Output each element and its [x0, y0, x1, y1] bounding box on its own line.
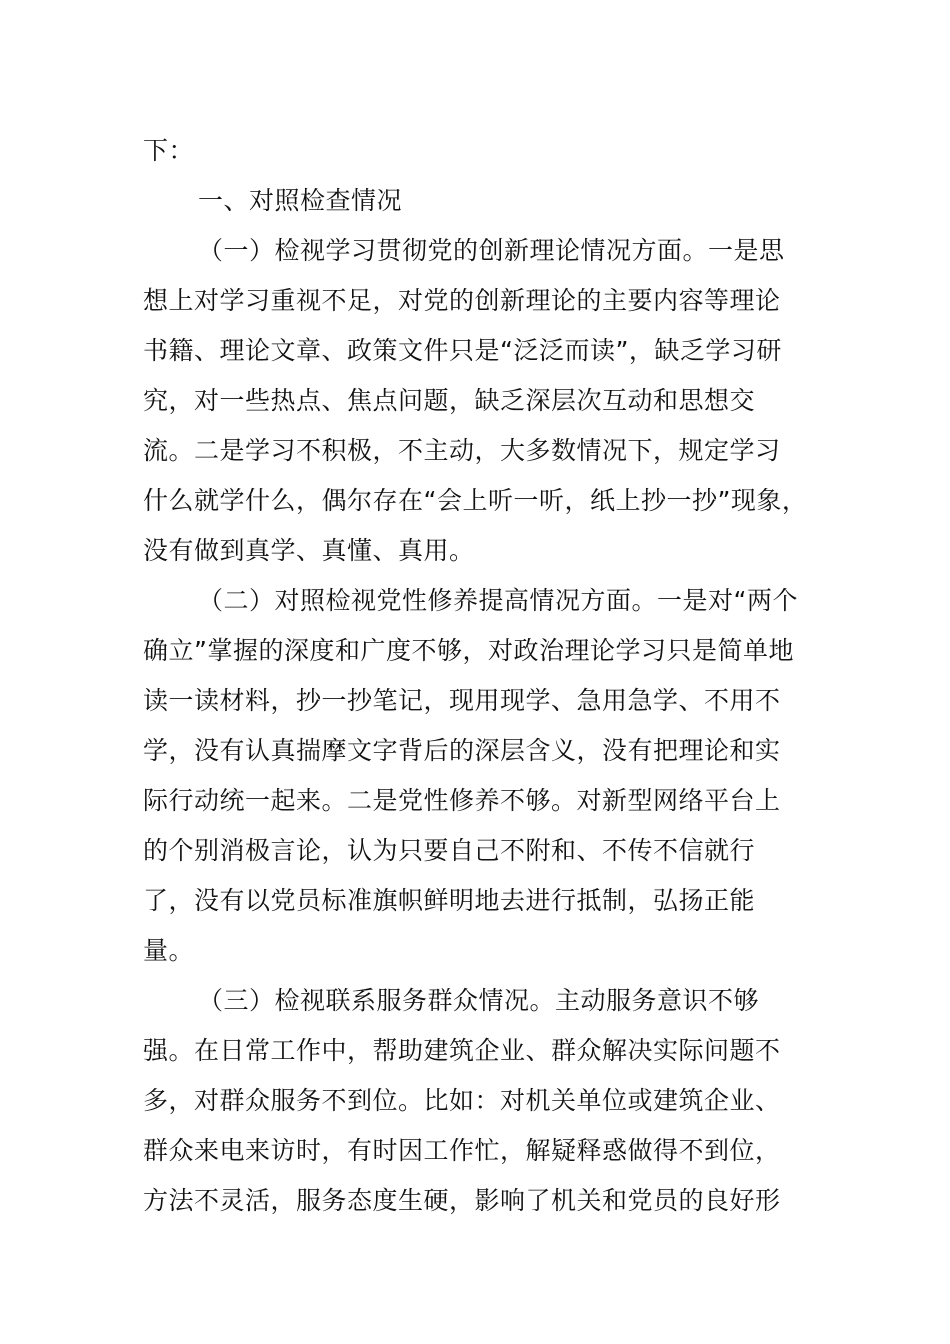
intro-fragment: 下： [143, 136, 195, 165]
paragraph-line: 群众来电来访时，有时因工作忙，解疑释惑做得不到位， [143, 1136, 781, 1165]
paragraph-line: 想上对学习重视不足，对党的创新理论的主要内容等理论 [143, 286, 781, 315]
paragraph-1 [143, 226, 808, 576]
paragraph-line: （三）检视联系服务群众情况。主动服务意识不够 [198, 986, 760, 1015]
paragraph-line: （二）对照检视党性修养提高情况方面。一是对“两个 [198, 586, 798, 615]
paragraph-2 [143, 576, 808, 976]
paragraph-3 [143, 976, 808, 1226]
paragraph-line: 量。 [143, 936, 195, 965]
paragraph-line: 什么就学什么，偶尔存在“会上听一听，纸上抄一抄”现象， [143, 486, 808, 515]
paragraph-line: 学，没有认真揣摩文字背后的深层含义，没有把理论和实 [143, 736, 781, 765]
paragraph-line: 确立”掌握的深度和广度不够，对政治理论学习只是简单地 [143, 636, 794, 665]
paragraph-line: 多，对群众服务不到位。比如：对机关单位或建筑企业、 [143, 1086, 781, 1115]
paragraph-line: 没有做到真学、真懂、真用。 [143, 536, 475, 565]
paragraph-line: 书籍、理论文章、政策文件只是“泛泛而读”，缺乏学习研 [143, 336, 782, 365]
paragraph-line: 读一读材料，抄一抄笔记，现用现学、急用急学、不用不 [143, 686, 781, 715]
section-heading: 一、对照检查情况 [198, 186, 403, 215]
paragraph-line: 强。在日常工作中，帮助建筑企业、群众解决实际问题不 [143, 1036, 781, 1065]
paragraph-line: （一）检视学习贯彻党的创新理论情况方面。一是思 [198, 236, 785, 265]
paragraph-line: 究，对一些热点、焦点问题，缺乏深层次互动和思想交 [143, 386, 756, 415]
paragraph-line: 际行动统一起来。二是党性修养不够。对新型网络平台上 [143, 786, 781, 815]
paragraph-line: 方法不灵活，服务态度生硬，影响了机关和党员的良好形 [143, 1186, 781, 1215]
paragraph-line: 的个别消极言论，认为只要自己不附和、不传不信就行 [143, 836, 756, 865]
paragraph-line: 流。二是学习不积极，不主动，大多数情况下，规定学习 [143, 436, 781, 465]
paragraph-line: 了，没有以党员标准旗帜鲜明地去进行抵制，弘扬正能 [143, 886, 756, 915]
document-body [143, 126, 808, 1226]
